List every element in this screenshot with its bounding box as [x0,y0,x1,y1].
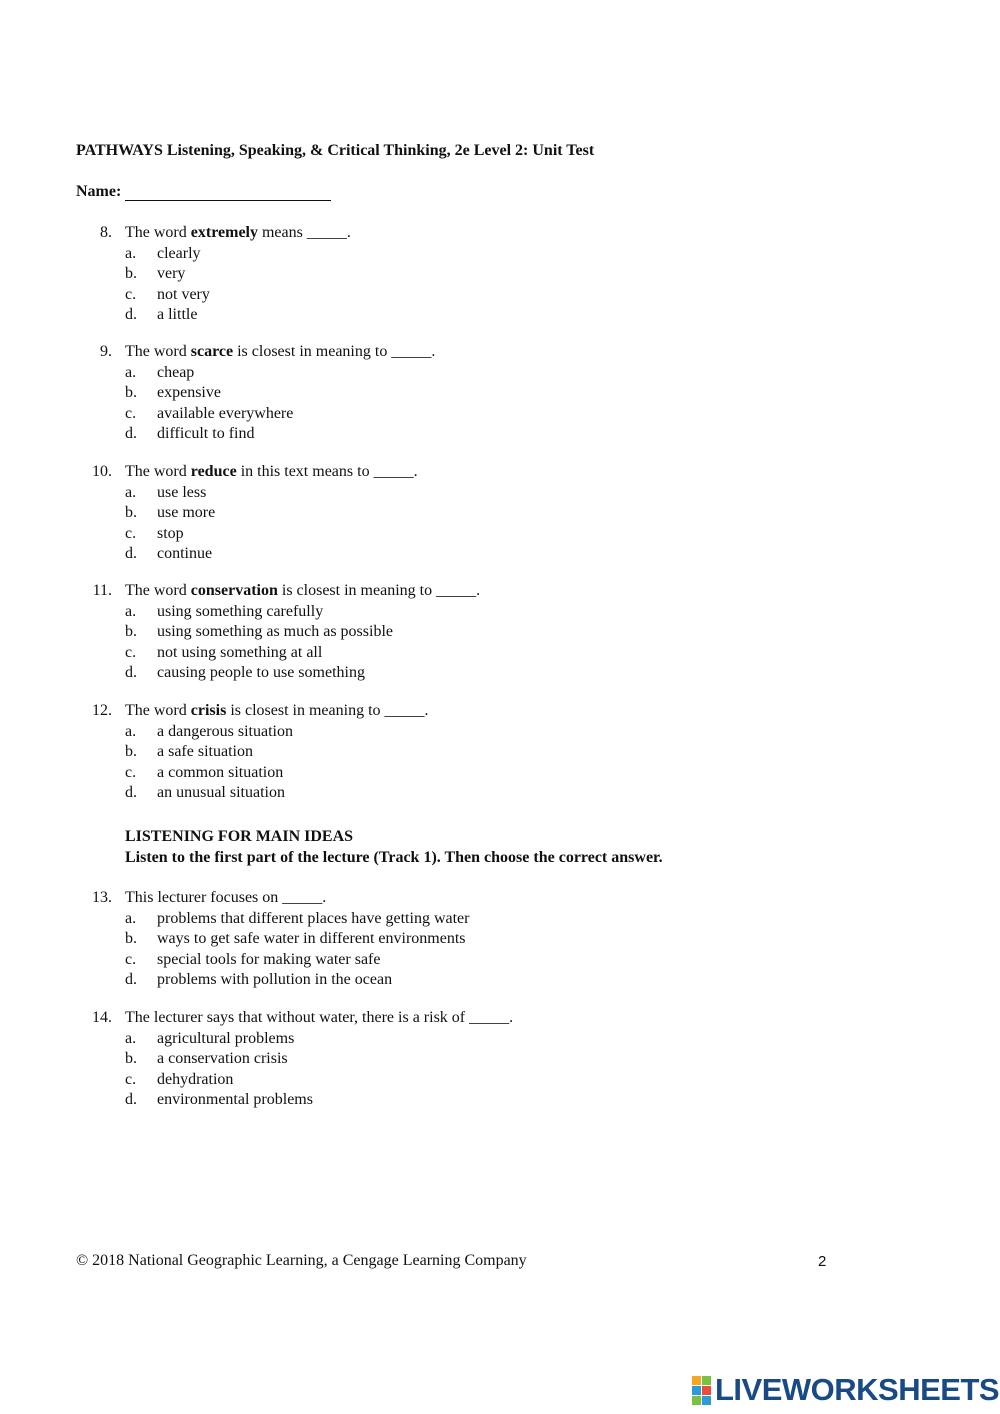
option-letter: a. [125,602,137,620]
option-text: causing people to use something [157,664,365,682]
name-input-line[interactable] [125,184,331,201]
answer-option[interactable] [0,524,900,545]
option-text: dehydration [157,1070,234,1088]
option-letter: c. [125,524,137,542]
question-number: 12. [92,702,112,719]
answer-option[interactable] [0,643,900,664]
answer-option[interactable] [0,763,900,784]
answer-option[interactable] [0,1049,900,1070]
option-letter: d. [125,545,137,563]
option-text: not using something at all [157,643,323,661]
answer-option[interactable] [0,602,900,623]
option-letter: d. [125,1091,137,1109]
option-letter: b. [125,265,137,283]
answer-option[interactable] [0,544,900,565]
answer-option[interactable] [0,1029,900,1050]
logo-square [692,1396,701,1405]
answer-option[interactable] [0,783,900,804]
name-label: Name: [76,183,122,200]
option-text: not very [157,285,210,303]
question-number: 11. [92,582,112,599]
option-letter: d. [125,306,137,324]
question-stem: The word conservation is closest in meaning to _____. [125,582,481,599]
question-stem: The word crisis is closest in meaning to _____. [125,702,429,719]
answer-option[interactable] [0,742,900,763]
option-letter: c. [125,404,137,422]
answer-option[interactable] [0,285,900,306]
answer-option[interactable] [0,622,900,643]
logo-square [702,1376,711,1385]
option-text: special tools for making water safe [157,950,381,968]
section-instruction: Listen to the first part of the lecture (Track 1). Then choose the correct answer. [125,848,663,866]
answer-option[interactable] [0,929,900,950]
option-letter: c. [125,763,137,781]
option-text: difficult to find [157,425,255,443]
option-text: an unusual situation [157,784,285,802]
name-row [76,183,331,201]
option-text: use more [157,504,216,522]
logo-square [702,1386,711,1395]
answer-option[interactable] [0,363,900,384]
answer-option[interactable] [0,305,900,326]
option-text: clearly [157,244,201,262]
option-text: using something as much as possible [157,623,393,641]
option-letter: c. [125,285,137,303]
option-text: stop [157,524,184,542]
option-letter: d. [125,425,137,443]
question-stem: The word extremely means _____. [125,224,351,241]
key-word: extremely [190,224,258,241]
logo-square [692,1376,701,1385]
option-text: expensive [157,384,221,402]
option-letter: b. [125,623,137,641]
answer-option[interactable] [0,383,900,404]
answer-option[interactable] [0,424,900,445]
footer-copyright: © 2018 National Geographic Learning, a Cengage Learning Company [76,1252,527,1269]
option-letter: d. [125,664,137,682]
logo-square [702,1396,711,1405]
option-letter: d. [125,784,137,802]
key-word: conservation [190,582,278,599]
question-number: 10. [92,463,112,480]
option-text: using something carefully [157,602,324,620]
answer-option[interactable] [0,722,900,743]
option-letter: b. [125,504,137,522]
option-text: continue [157,545,213,563]
option-text: problems that different places have getting water [157,909,470,927]
option-text: a dangerous situation [157,722,293,740]
key-word: crisis [190,702,227,719]
logo-text: LIVEWORKSHEETS [715,1372,1000,1407]
answer-option[interactable] [0,503,900,524]
option-text: use less [157,483,207,501]
option-letter: c. [125,950,137,968]
option-text: cheap [157,363,195,381]
answer-option[interactable] [0,663,900,684]
option-text: a safe situation [157,743,253,761]
option-text: a common situation [157,763,284,781]
option-text: a little [157,306,198,324]
question-number: 13. [92,889,112,906]
question-stem: The word scarce is closest in meaning to _____. [125,343,436,360]
answer-option[interactable] [0,950,900,971]
answer-option[interactable] [0,264,900,285]
question-stem: This lecturer focuses on _____. [125,889,327,906]
option-text: available everywhere [157,404,294,422]
page-number: 2 [818,1253,827,1270]
document-header: PATHWAYS Listening, Speaking, & Critical Thinking, 2e Level 2: Unit Test [76,142,595,159]
section-title: LISTENING FOR MAIN IDEAS [125,828,354,845]
answer-option[interactable] [0,909,900,930]
answer-option[interactable] [0,483,900,504]
logo-square [692,1386,701,1395]
option-letter: a. [125,363,137,381]
key-word: reduce [190,463,237,480]
logo-icon [692,1376,711,1405]
option-letter: a. [125,483,137,501]
option-letter: a. [125,244,137,262]
option-letter: d. [125,971,137,989]
option-text: ways to get safe water in different environments [157,930,466,948]
question-number: 14. [92,1009,112,1026]
option-letter: a. [125,722,137,740]
option-letter: a. [125,1029,137,1047]
key-word: scarce [190,343,234,360]
answer-option[interactable] [0,244,900,265]
question-stem: The lecturer says that without water, there is a risk of _____. [125,1009,514,1026]
option-text: agricultural problems [157,1029,295,1047]
question-number: 9. [100,343,112,360]
section-listening-main-ideas [125,827,663,868]
option-letter: b. [125,743,137,761]
question-number: 8. [100,224,112,241]
option-text: very [157,265,186,283]
option-letter: c. [125,643,137,661]
option-text: a conservation crisis [157,1050,288,1068]
option-letter: b. [125,1050,137,1068]
answer-option[interactable] [0,404,900,425]
option-letter: b. [125,930,137,948]
answer-option[interactable] [0,1090,900,1111]
option-text: problems with pollution in the ocean [157,971,393,989]
liveworksheets-logo [692,1372,999,1408]
option-letter: a. [125,909,137,927]
answer-option[interactable] [0,1070,900,1091]
option-letter: c. [125,1070,137,1088]
option-text: environmental problems [157,1091,313,1109]
question-stem: The word reduce in this text means to _____. [125,463,418,480]
option-letter: b. [125,384,137,402]
answer-option[interactable] [0,970,900,991]
